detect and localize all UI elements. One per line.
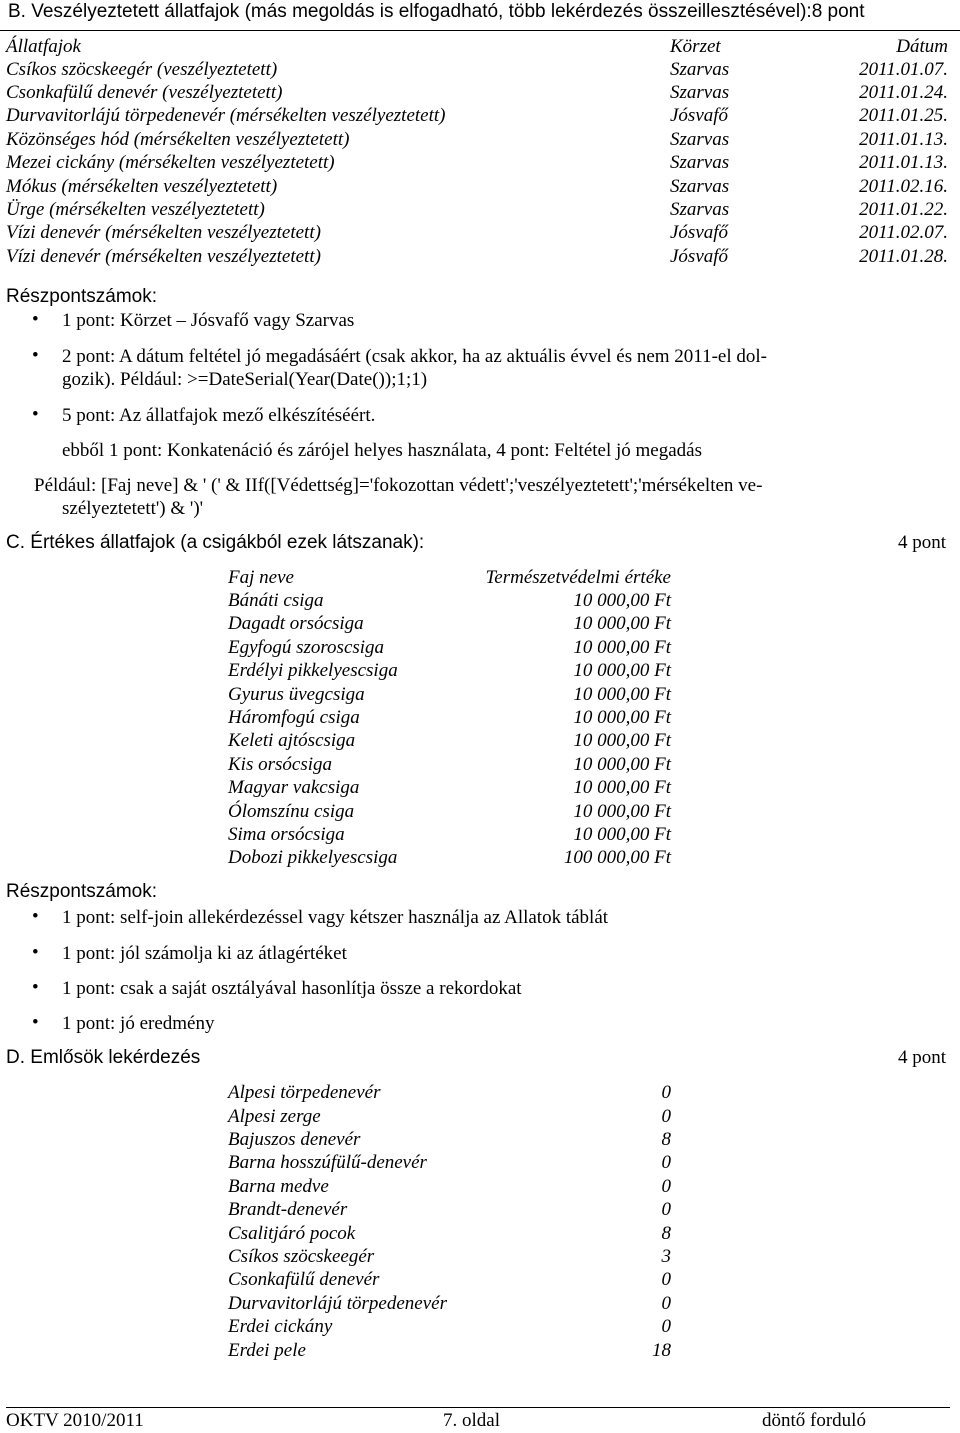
section-b-example-continued: szélyeztetett') & ')' xyxy=(62,498,204,519)
bullet-icon: • xyxy=(32,942,39,963)
name-cell: Kis orsócsiga xyxy=(228,754,332,775)
value-cell: 10 000,00 Ft xyxy=(573,824,671,845)
name-cell: Ólomszínu csiga xyxy=(228,801,355,822)
footer-divider xyxy=(6,1407,950,1408)
section-c-bullet-3: 1 pont: csak a saját osztályával hasonlítja össze a rekordokat xyxy=(62,978,522,999)
section-b-bullet-2: 2 pont: A dátum feltétel jó megadásáért (csak akkor, ha az aktuális évvel és nem 2011-el dol- xyxy=(62,346,767,367)
bullet-icon: • xyxy=(32,309,39,330)
value-cell: 10 000,00 Ft xyxy=(573,730,671,751)
table-row xyxy=(6,176,948,200)
table-row xyxy=(228,847,671,871)
name-cell: Erdei pele xyxy=(228,1340,306,1361)
date-cell: 2011.01.28. xyxy=(859,246,948,267)
date-cell: 2011.01.13. xyxy=(859,129,948,150)
bullet-icon: • xyxy=(32,1012,39,1033)
name-cell: Sima orsócsiga xyxy=(228,824,345,845)
date-cell: 2011.01.24. xyxy=(859,82,948,103)
table-row xyxy=(228,801,671,825)
species-cell: Csíkos szöcskeegér (veszélyeztetett) xyxy=(6,59,278,80)
table-row xyxy=(228,1293,671,1317)
name-cell: Csonkafülű denevér xyxy=(228,1269,380,1290)
col-header-conservation-value: Természetvédelmi értéke xyxy=(485,567,671,588)
table-row xyxy=(228,1199,671,1223)
name-cell: Erdélyi pikkelyescsiga xyxy=(228,660,398,681)
table-row xyxy=(228,754,671,778)
count-cell: 8 xyxy=(661,1223,671,1244)
species-cell: Közönséges hód (mérsékelten veszélyeztetett) xyxy=(6,129,350,150)
table-row xyxy=(228,590,671,614)
count-cell: 0 xyxy=(661,1199,671,1220)
section-c-scoring-title: Részpontszámok: xyxy=(6,881,158,902)
table-row xyxy=(6,82,948,106)
table-row xyxy=(228,1176,671,1200)
value-cell: 10 000,00 Ft xyxy=(573,754,671,775)
footer-competition: OKTV 2010/2011 xyxy=(6,1410,144,1431)
species-cell: Mókus (mérsékelten veszélyeztetett) xyxy=(6,176,278,197)
section-b-table-header xyxy=(6,36,948,60)
value-cell: 100 000,00 Ft xyxy=(563,847,671,868)
section-c-table-header xyxy=(228,567,671,591)
table-row xyxy=(6,152,948,176)
count-cell: 0 xyxy=(661,1269,671,1290)
section-b-example: Például: [Faj neve] & ' (' & IIf([Védettség]='fokozottan védett';'veszélyeztetett';'mérsékelten ve- xyxy=(34,475,763,496)
value-cell: 10 000,00 Ft xyxy=(573,707,671,728)
district-cell: Jósvafő xyxy=(670,246,729,267)
date-cell: 2011.02.16. xyxy=(859,176,948,197)
species-cell: Vízi denevér (mérsékelten veszélyeztetett) xyxy=(6,246,321,267)
table-row xyxy=(228,1246,671,1270)
name-cell: Háromfogú csiga xyxy=(228,707,360,728)
date-cell: 2011.01.13. xyxy=(859,152,948,173)
species-cell: Vízi denevér (mérsékelten veszélyeztetett) xyxy=(6,222,321,243)
name-cell: Erdei cickány xyxy=(228,1316,333,1337)
district-cell: Jósvafő xyxy=(670,105,729,126)
date-cell: 2011.01.22. xyxy=(859,199,948,220)
table-row xyxy=(228,1152,671,1176)
table-row xyxy=(228,1106,671,1130)
col-header-species: Állatfajok xyxy=(6,36,81,57)
section-c-heading: C. Értékes állatfajok (a csigákból ezek látszanak): xyxy=(6,532,425,553)
section-b-divider xyxy=(0,30,960,31)
name-cell: Dobozi pikkelyescsiga xyxy=(228,847,398,868)
section-c-bullet-1: 1 pont: self-join allekérdezéssel vagy kétszer használja az Allatok táblát xyxy=(62,907,609,928)
district-cell: Szarvas xyxy=(670,176,730,197)
name-cell: Magyar vakcsiga xyxy=(228,777,360,798)
name-cell: Alpesi zerge xyxy=(228,1106,321,1127)
count-cell: 0 xyxy=(661,1293,671,1314)
date-cell: 2011.02.07. xyxy=(859,222,948,243)
section-b-bullet-3: 5 pont: Az állatfajok mező elkészítéséért. xyxy=(62,405,376,426)
bullet-icon: • xyxy=(32,404,39,425)
value-cell: 10 000,00 Ft xyxy=(573,637,671,658)
value-cell: 10 000,00 Ft xyxy=(573,777,671,798)
table-row xyxy=(228,824,671,848)
table-row xyxy=(228,637,671,661)
name-cell: Bánáti csiga xyxy=(228,590,324,611)
value-cell: 10 000,00 Ft xyxy=(573,801,671,822)
name-cell: Csíkos szöcskeegér xyxy=(228,1246,375,1267)
count-cell: 0 xyxy=(661,1152,671,1173)
name-cell: Dagadt orsócsiga xyxy=(228,613,364,634)
name-cell: Bajuszos denevér xyxy=(228,1129,361,1150)
value-cell: 10 000,00 Ft xyxy=(573,684,671,705)
count-cell: 0 xyxy=(661,1106,671,1127)
table-row xyxy=(228,1082,671,1106)
footer-page-number: 7. oldal xyxy=(443,1410,500,1431)
value-cell: 10 000,00 Ft xyxy=(573,590,671,611)
table-row xyxy=(228,1129,671,1153)
species-cell: Csonkafülű denevér (veszélyeztetett) xyxy=(6,82,283,103)
section-b-bullet-1: 1 pont: Körzet – Jósvafő vagy Szarvas xyxy=(62,310,355,331)
district-cell: Szarvas xyxy=(670,129,730,150)
count-cell: 0 xyxy=(661,1082,671,1103)
table-row xyxy=(228,707,671,731)
table-row xyxy=(6,246,948,270)
species-cell: Mezei cickány (mérsékelten veszélyeztetett) xyxy=(6,152,335,173)
table-row xyxy=(228,777,671,801)
table-row xyxy=(228,1340,671,1364)
section-c-points: 4 pont xyxy=(897,532,946,553)
name-cell: Barna medve xyxy=(228,1176,329,1197)
count-cell: 3 xyxy=(661,1246,671,1267)
count-cell: 0 xyxy=(661,1316,671,1337)
district-cell: Szarvas xyxy=(670,199,730,220)
district-cell: Szarvas xyxy=(670,152,730,173)
table-row xyxy=(228,730,671,754)
section-b-scoring-title: Részpontszámok: xyxy=(6,286,158,307)
district-cell: Szarvas xyxy=(670,59,730,80)
name-cell: Barna hosszúfülű-denevér xyxy=(228,1152,427,1173)
section-c-bullet-2: 1 pont: jól számolja ki az átlagértéket xyxy=(62,943,347,964)
bullet-icon: • xyxy=(32,906,39,927)
table-row xyxy=(228,684,671,708)
bullet-icon: • xyxy=(32,345,39,366)
section-b-detail: ebből 1 pont: Konkatenáció és zárójel helyes használata, 4 pont: Feltétel jó megadás xyxy=(62,440,702,461)
species-cell: Ürge (mérsékelten veszélyeztetett) xyxy=(6,199,265,220)
table-row xyxy=(6,222,948,246)
table-row xyxy=(228,660,671,684)
footer-round: döntő forduló xyxy=(762,1410,866,1431)
name-cell: Alpesi törpedenevér xyxy=(228,1082,381,1103)
table-row xyxy=(6,105,948,129)
name-cell: Gyurus üvegcsiga xyxy=(228,684,365,705)
district-cell: Szarvas xyxy=(670,82,730,103)
name-cell: Egyfogú szoroscsiga xyxy=(228,637,385,658)
count-cell: 18 xyxy=(652,1340,671,1361)
col-header-species-name: Faj neve xyxy=(228,567,294,588)
date-cell: 2011.01.25. xyxy=(859,105,948,126)
species-cell: Durvavitorlájú törpedenevér (mérsékelten veszélyeztetett) xyxy=(6,105,446,126)
table-row xyxy=(228,1269,671,1293)
section-b-heading: B. Veszélyeztetett állatfajok (más megoldás is elfogadható, több lekérdezés összeillesztésével):8 pont xyxy=(8,1,865,22)
section-d-points: 4 pont xyxy=(897,1047,946,1068)
table-row xyxy=(6,59,948,83)
name-cell: Durvavitorlájú törpedenevér xyxy=(228,1293,447,1314)
table-row xyxy=(228,613,671,637)
section-c-bullet-4: 1 pont: jó eredmény xyxy=(62,1013,215,1034)
count-cell: 8 xyxy=(661,1129,671,1150)
district-cell: Jósvafő xyxy=(670,222,729,243)
bullet-icon: • xyxy=(32,977,39,998)
table-row xyxy=(6,129,948,153)
section-d-heading: D. Emlősök lekérdezés xyxy=(6,1047,201,1068)
name-cell: Brandt-denevér xyxy=(228,1199,348,1220)
section-b-bullet-2-continued: gozik). Például: >=DateSerial(Year(Date());1;1) xyxy=(62,369,428,390)
value-cell: 10 000,00 Ft xyxy=(573,660,671,681)
col-header-district: Körzet xyxy=(670,36,721,57)
count-cell: 0 xyxy=(661,1176,671,1197)
table-row xyxy=(6,199,948,223)
table-row xyxy=(228,1316,671,1340)
col-header-date: Dátum xyxy=(896,36,948,57)
name-cell: Csalitjáró pocok xyxy=(228,1223,356,1244)
date-cell: 2011.01.07. xyxy=(859,59,948,80)
table-row xyxy=(228,1223,671,1247)
name-cell: Keleti ajtóscsiga xyxy=(228,730,356,751)
value-cell: 10 000,00 Ft xyxy=(573,613,671,634)
